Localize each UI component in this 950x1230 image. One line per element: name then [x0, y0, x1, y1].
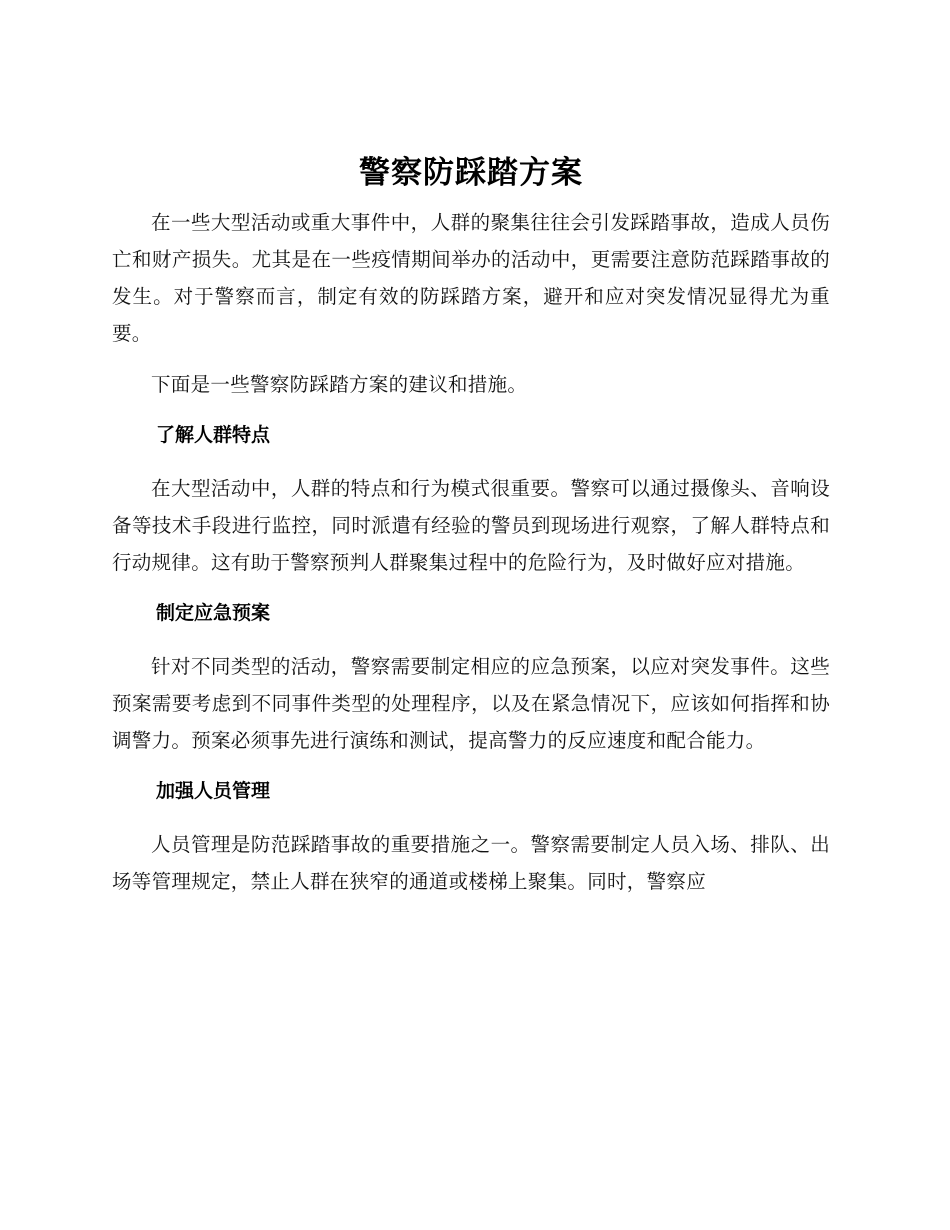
section-emergency-plan: [112, 595, 830, 759]
intro-paragraph: 下面是一些警察防踩踏方案的建议和措施。: [151, 373, 528, 396]
section-heading: 了解人群特点: [156, 424, 271, 446]
section-heading: 加强人员管理: [156, 780, 271, 802]
section-personnel-management: [112, 773, 830, 900]
section-paragraph: 在大型活动中，人群的特点和行为模式很重要。警察可以通过摄像头、音响设备等技术手段进行监控，同时派遣有经验的警员到现场进行观察，了解人群特点和行动规律。这有助于警察预判人群聚集过程中的危险行为，及时做好应对措施。: [112, 477, 830, 574]
document-title: 警察防踩踏方案: [359, 155, 583, 191]
section-heading: 制定应急预案: [156, 602, 271, 624]
section-paragraph: 人员管理是防范踩踏事故的重要措施之一。警察需要制定人员入场、排队、出场等管理规定，禁止人群在狭窄的通道或楼梯上聚集。同时，警察应: [112, 833, 830, 893]
section-understand-crowd: [112, 417, 830, 581]
intro-paragraph: 在一些大型活动或重大事件中，人群的聚集往往会引发踩踏事故，造成人员伤亡和财产损失。尤其是在一些疫情期间举办的活动中，更需要注意防范踩踏事故的发生。对于警察而言，制定有效的防踩踏方案，避开和应对突发情况显得尤为重要。: [112, 211, 830, 345]
section-paragraph: 针对不同类型的活动，警察需要制定相应的应急预案，以应对突发事件。这些预案需要考虑到不同事件类型的处理程序，以及在紧急情况下，应该如何指挥和协调警力。预案必须事先进行演练和测试，提高警力的反应速度和配合能力。: [112, 655, 830, 752]
document-page: [112, 150, 830, 914]
